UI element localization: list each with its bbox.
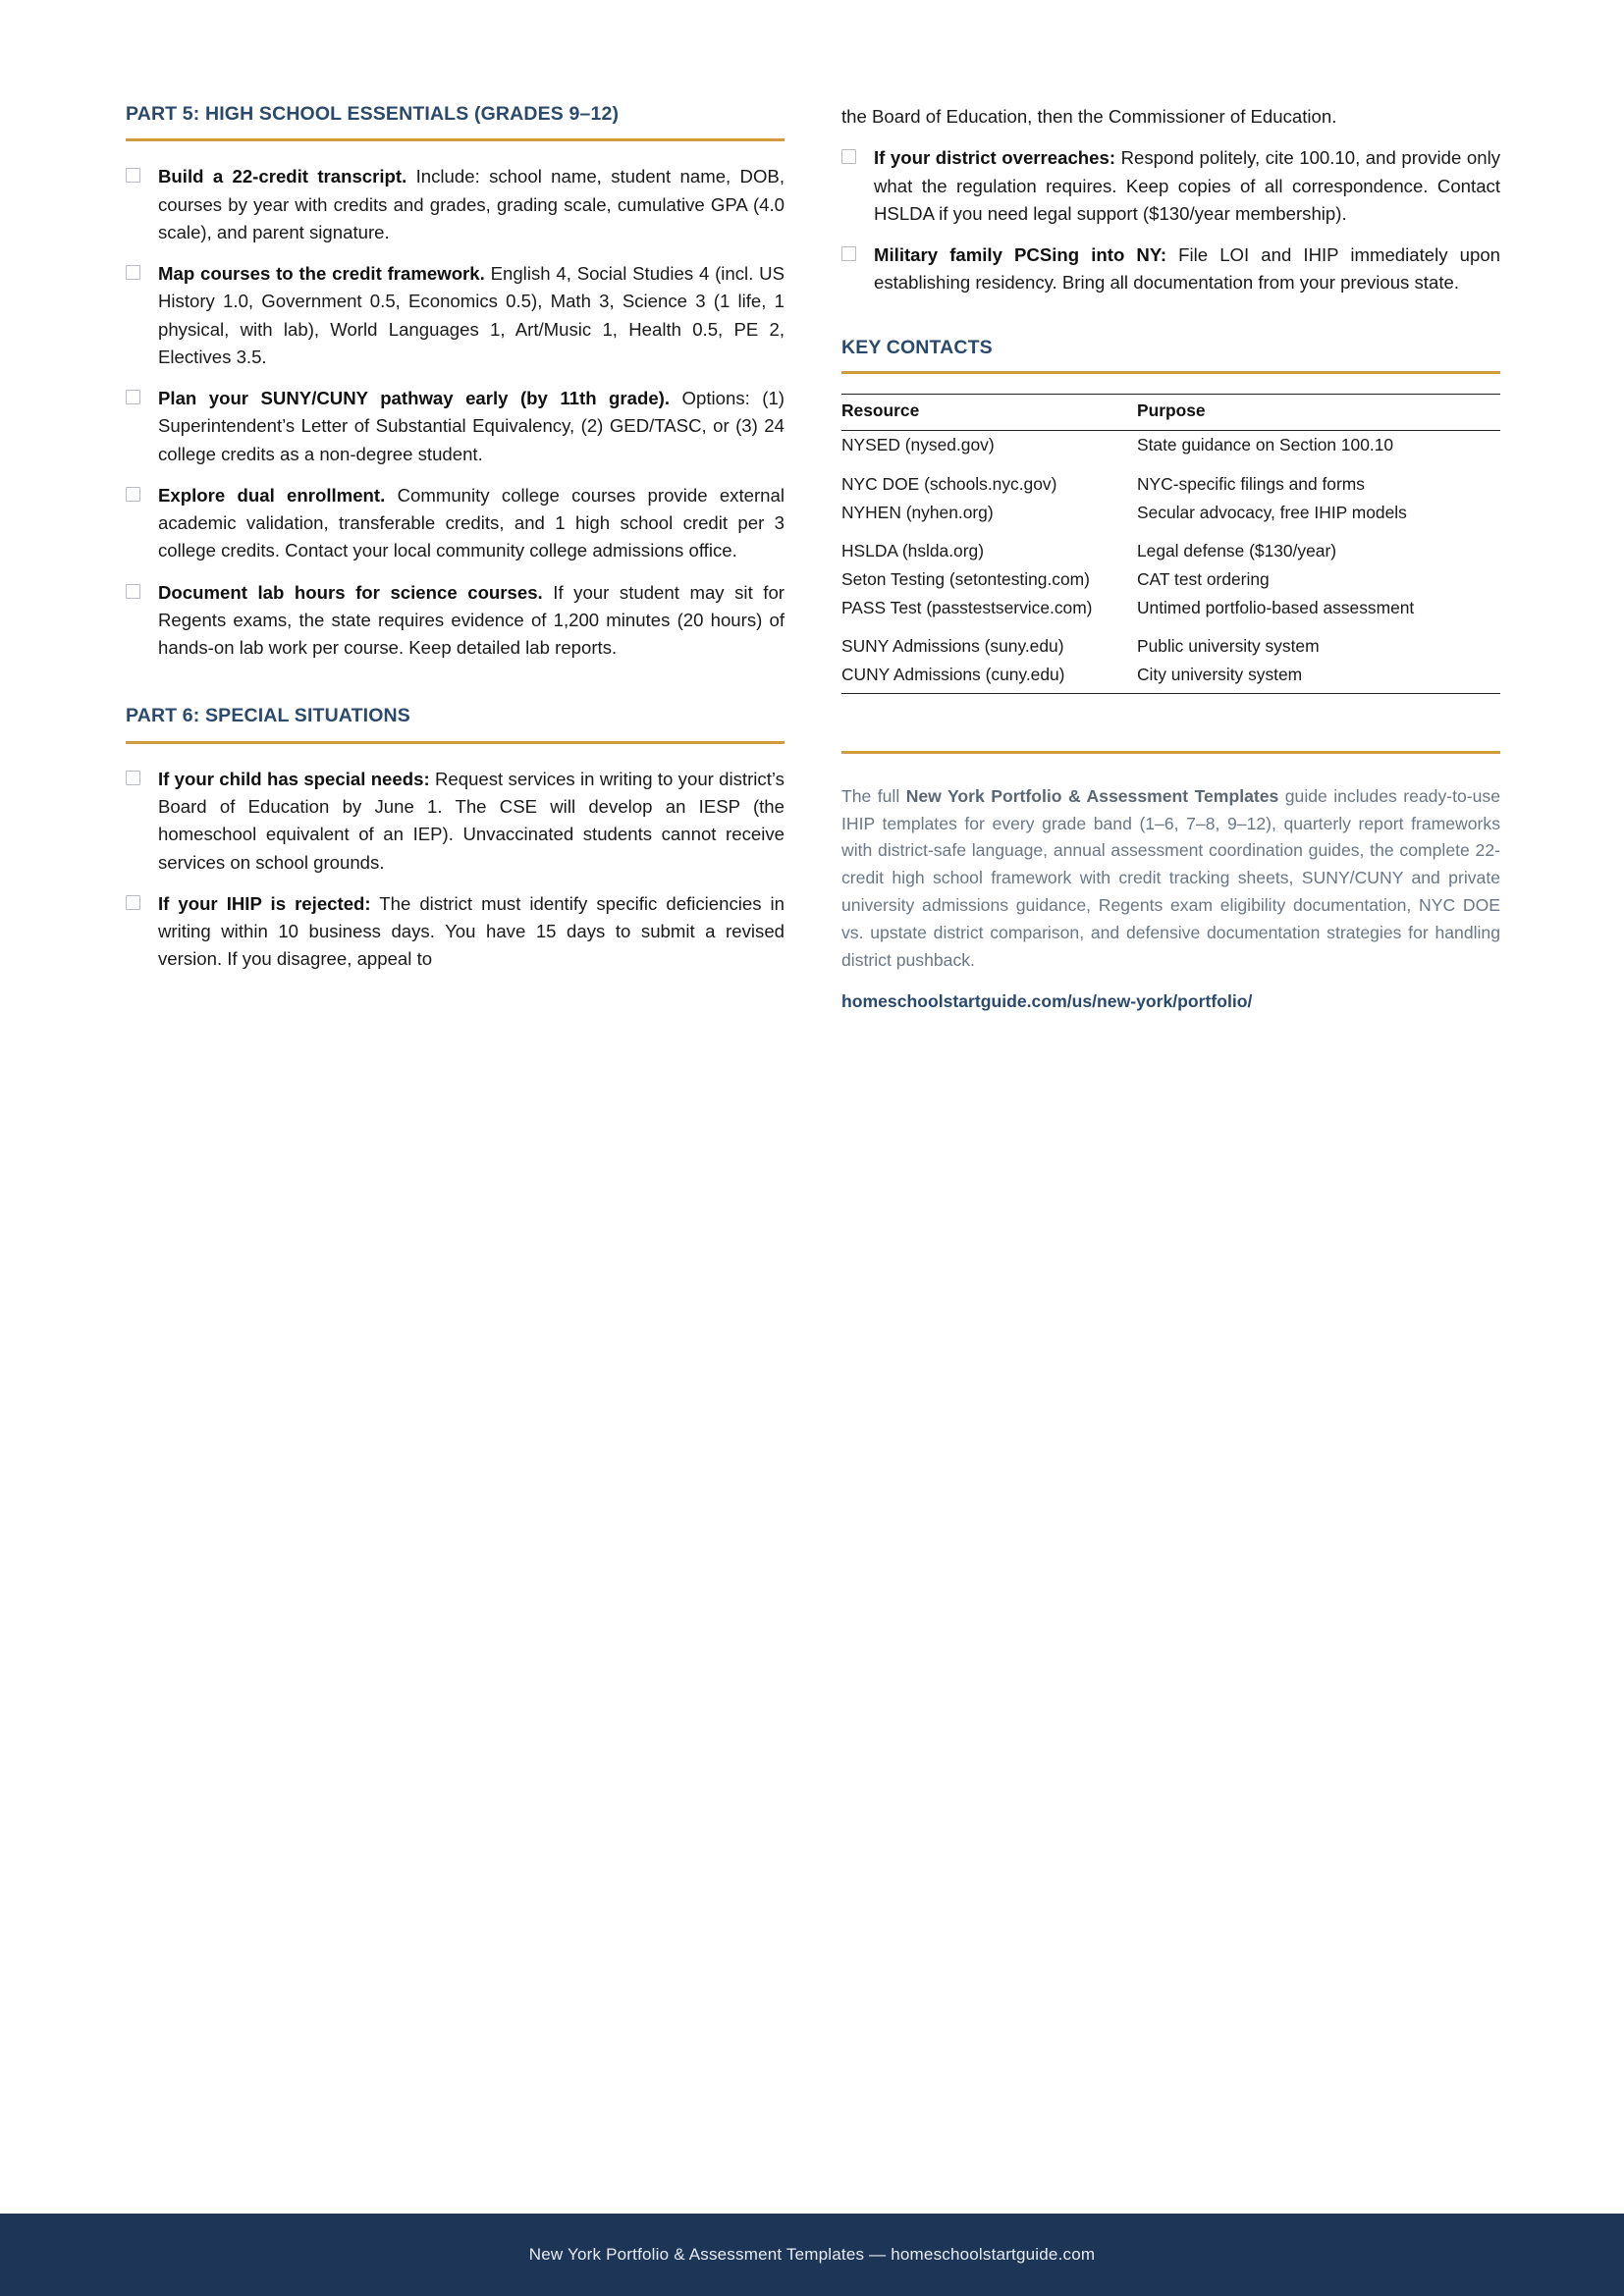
right-column <box>841 103 1500 1012</box>
checklist-item-lead: Document lab hours for science courses. <box>158 581 543 603</box>
table-row-spacer <box>841 621 1500 632</box>
key-contacts-table <box>841 394 1500 693</box>
table-header <box>841 394 1500 431</box>
cell-resource: HSLDA (hslda.org) <box>841 541 984 561</box>
promo-title: New York Portfolio & Assessment Templates <box>905 785 1279 806</box>
checkbox-icon[interactable] <box>126 895 140 910</box>
checklist-item[interactable] <box>126 163 785 246</box>
table-row <box>841 470 1500 499</box>
page-footer <box>0 2214 1624 2296</box>
cell-purpose: NYC-specific filings and forms <box>1137 473 1365 494</box>
checkbox-icon[interactable] <box>841 246 856 261</box>
cell-resource: Seton Testing (setontesting.com) <box>841 569 1090 590</box>
part6-continuation-text: the Board of Education, then the Commissioner of Education. <box>841 106 1337 127</box>
checkbox-icon[interactable] <box>126 487 140 502</box>
checkbox-icon[interactable] <box>126 168 140 183</box>
cell-purpose: CAT test ordering <box>1137 569 1270 590</box>
checkbox-icon[interactable] <box>126 584 140 599</box>
checklist-item-body: Request services in writing to your district’s Board of Education by June 1. The CSE will develop an IESP (the homeschool equivalent of an IEP). Unvaccinated students cannot receive services on school grounds. <box>158 768 785 873</box>
checklist-item-lead: If your district overreaches: <box>874 147 1116 169</box>
checklist-item-lead: If your IHIP is rejected: <box>158 892 371 914</box>
part6-heading-rule <box>126 741 785 744</box>
promo-paragraph <box>841 783 1500 975</box>
cell-purpose: Untimed portfolio-based assessment <box>1137 597 1415 617</box>
part5-heading-rule <box>126 138 785 141</box>
checklist-item[interactable] <box>126 579 785 663</box>
cell-resource: NYC DOE (schools.nyc.gov) <box>841 473 1057 494</box>
table-header-row <box>841 394 1500 431</box>
promo-url-link[interactable]: homeschoolstartguide.com/us/new-york/portfolio/ <box>841 991 1253 1012</box>
table-row-spacer <box>841 526 1500 537</box>
cell-resource: SUNY Admissions (suny.edu) <box>841 636 1064 657</box>
checklist-item-body: Respond politely, cite 100.10, and provide only what the regulation requires. Keep copies of all correspondence. Contact HSLDA if you need legal support ($130/year membership). <box>874 147 1500 224</box>
checklist-item[interactable] <box>841 241 1500 297</box>
footer-text: New York Portfolio & Assessment Templates — homeschoolstartguide.com <box>528 2245 1096 2264</box>
checklist-item[interactable] <box>126 890 785 974</box>
checkbox-icon[interactable] <box>841 149 856 164</box>
part5-heading: PART 5: HIGH SCHOOL ESSENTIALS (GRADES 9–12) <box>126 103 620 125</box>
checklist-item-body: If your student may sit for Regents exams, the state requires evidence of 1,200 minutes (20 hours) of hands-on lab work per course. Keep detailed lab reports. <box>158 581 785 659</box>
cell-purpose: Public university system <box>1137 636 1320 657</box>
checklist-item[interactable] <box>126 766 785 877</box>
checklist-item-body: Include: school name, student name, DOB, courses by year with credits and grades, grading scale, cumulative GPA (4.0 scale), and parent signature. <box>158 166 785 242</box>
checklist-item-body: File LOI and IHIP immediately upon establishing residency. Bring all documentation from your previous state. <box>874 244 1500 294</box>
table-row <box>841 431 1500 459</box>
table-row <box>841 565 1500 594</box>
cell-resource: PASS Test (passtestservice.com) <box>841 597 1093 617</box>
checkbox-icon[interactable] <box>126 390 140 404</box>
checkbox-icon[interactable] <box>126 265 140 280</box>
cell-resource: NYHEN (nyhen.org) <box>841 502 994 522</box>
table-bottom-rule <box>841 693 1500 694</box>
cell-resource: CUNY Admissions (cuny.edu) <box>841 665 1065 685</box>
cell-purpose: Secular advocacy, free IHIP models <box>1137 502 1407 522</box>
checklist-item-body: The district must identify specific deficiencies in writing within 10 business days. You have 15 days to submit a revised version. If you disagree, appeal to <box>158 892 785 970</box>
checklist-item-lead: Build a 22-credit transcript. <box>158 166 407 187</box>
checklist-item[interactable] <box>126 385 785 468</box>
promo-suffix: guide includes ready-to-use IHIP templates for every grade band (1–6, 7–8, 9–12), quarterly report frameworks with district-safe language, annual assessment coordination guides, the complete 22-credit high school framework with credit tracking sheets, SUNY/CUNY and private university admissions guidance, Regents exam eligibility documentation, NYC DOE vs. upstate district comparison, and defensive documentation strategies for handling district pushback. <box>841 785 1500 970</box>
checklist-item[interactable] <box>126 260 785 371</box>
column-header-resource: Resource <box>841 394 1137 431</box>
part5-checklist <box>126 163 785 662</box>
checklist-item[interactable] <box>841 144 1500 228</box>
checklist-item-lead: If your child has special needs: <box>158 768 430 789</box>
checklist-item-lead: Map courses to the credit framework. <box>158 263 485 285</box>
checklist-item-body: Community college courses provide external academic validation, transferable credits, and 1 high school credit per 3 college credits. Contact your local community college admissions office. <box>158 484 785 561</box>
checklist-item-lead: Plan your SUNY/CUNY pathway early (by 11th grade). <box>158 388 671 409</box>
table-row <box>841 632 1500 661</box>
table-row-spacer <box>841 459 1500 470</box>
checklist-item-lead: Explore dual enrollment. <box>158 484 386 506</box>
promo-prefix: The full <box>841 785 906 806</box>
table-row <box>841 661 1500 693</box>
checklist-item-lead: Military family PCSing into NY: <box>874 244 1167 265</box>
part6-checklist <box>126 766 785 974</box>
table-row <box>841 499 1500 527</box>
left-column <box>126 103 785 1012</box>
cell-purpose: City university system <box>1137 665 1303 685</box>
column-header-purpose: Purpose <box>1137 394 1500 431</box>
cell-purpose: State guidance on Section 100.10 <box>1137 435 1394 455</box>
page-content <box>126 103 1500 1012</box>
promo-divider-rule <box>841 751 1500 754</box>
checklist-item-body: Options: (1) Superintendent’s Letter of Substantial Equivalency, (2) GED/TASC, or (3) 24 college credits as a non-degree student. <box>158 388 785 464</box>
table-body <box>841 431 1500 693</box>
cell-purpose: Legal defense ($130/year) <box>1137 541 1337 561</box>
table-row <box>841 594 1500 622</box>
checklist-item-body: English 4, Social Studies 4 (incl. US History 1.0, Government 0.5, Economics 0.5), Math 3, Science 3 (1 life, 1 physical, with lab), World Languages 1, Art/Music 1, Health 0.5, PE 2, Electives 3.5. <box>158 263 785 367</box>
key-contacts-heading: KEY CONTACTS <box>841 336 993 358</box>
table-row <box>841 537 1500 565</box>
part6-heading: PART 6: SPECIAL SITUATIONS <box>126 705 410 727</box>
key-contacts-heading-rule <box>841 371 1500 374</box>
part6-checklist-continued <box>841 144 1500 296</box>
checklist-item[interactable] <box>126 482 785 565</box>
checkbox-icon[interactable] <box>126 771 140 785</box>
cell-resource: NYSED (nysed.gov) <box>841 435 995 455</box>
